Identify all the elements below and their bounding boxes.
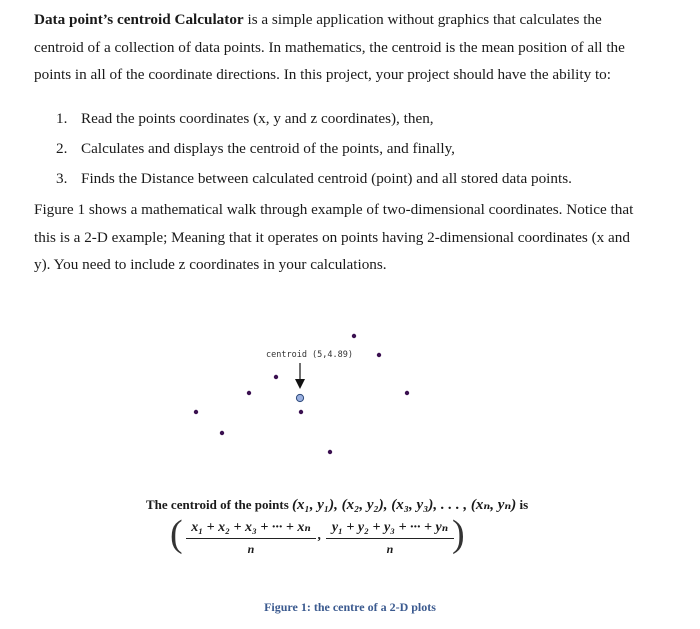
list-item: 3. Finds the Distance between calculated centroid (point) and all stored data points.	[56, 169, 572, 187]
left-paren: (	[170, 513, 183, 555]
y-fraction	[326, 519, 454, 557]
data-point	[247, 391, 251, 395]
formula-points: (x₁, y₁), (x₂, y₂), (x₃, y₃), . . . , (xₙ, yₙ)	[292, 497, 517, 513]
x-numerator: x₁ + x₂ + x₃ + ··· + xₙ	[186, 519, 316, 539]
right-paren: )	[452, 513, 465, 555]
centroid-label: centroid (5,4.89)	[266, 350, 353, 360]
list-item: 1. Read the points coordinates (x, y and z coordinates), then,	[56, 110, 434, 127]
intro-paragraph	[34, 6, 646, 89]
data-point	[377, 353, 381, 357]
data-point	[194, 410, 198, 414]
figure-caption: Figure 1: the centre of a 2-D plots	[264, 600, 436, 614]
data-point	[299, 410, 303, 414]
x-fraction	[186, 519, 316, 557]
data-point	[274, 375, 278, 379]
centroid-point	[296, 394, 303, 401]
app-title: Data point’s centroid Calculator	[34, 11, 244, 28]
y-numerator: y₁ + y₂ + y₃ + ··· + yₙ	[326, 519, 454, 539]
list-item: 2. Calculates and displays the centroid of the points, and finally,	[56, 139, 455, 157]
data-point	[220, 431, 224, 435]
steps-list	[56, 104, 656, 193]
data-point	[352, 334, 356, 338]
y-denominator: n	[386, 542, 394, 556]
data-point	[405, 391, 409, 395]
x-denominator: n	[247, 542, 255, 556]
centroid-marker	[295, 363, 305, 402]
figure-description: Figure 1 shows a mathematical walk through example of two-dimensional coordinates. Notice that this is a 2-D example; Meaning that it operates on points having 2-dimensional coordinates (x and y). You need to include z coordinates in your calculations.	[34, 201, 634, 273]
intro-text: is a simple application without graphics that calculates the centroid of a collection of data points. In mathematics, the centroid is the mean position of all the points in all of the coordinate directions. In this project, your project should have the ability to:	[34, 11, 625, 83]
data-point	[328, 450, 332, 454]
centroid-formula-text: The centroid of the points (x₁, y₁), (x₂, y₂), (x₃, y₃), . . . , (xₙ, yₙ) is	[146, 497, 529, 513]
comma: ,	[318, 528, 322, 543]
centroid-arrow-head	[295, 379, 305, 389]
